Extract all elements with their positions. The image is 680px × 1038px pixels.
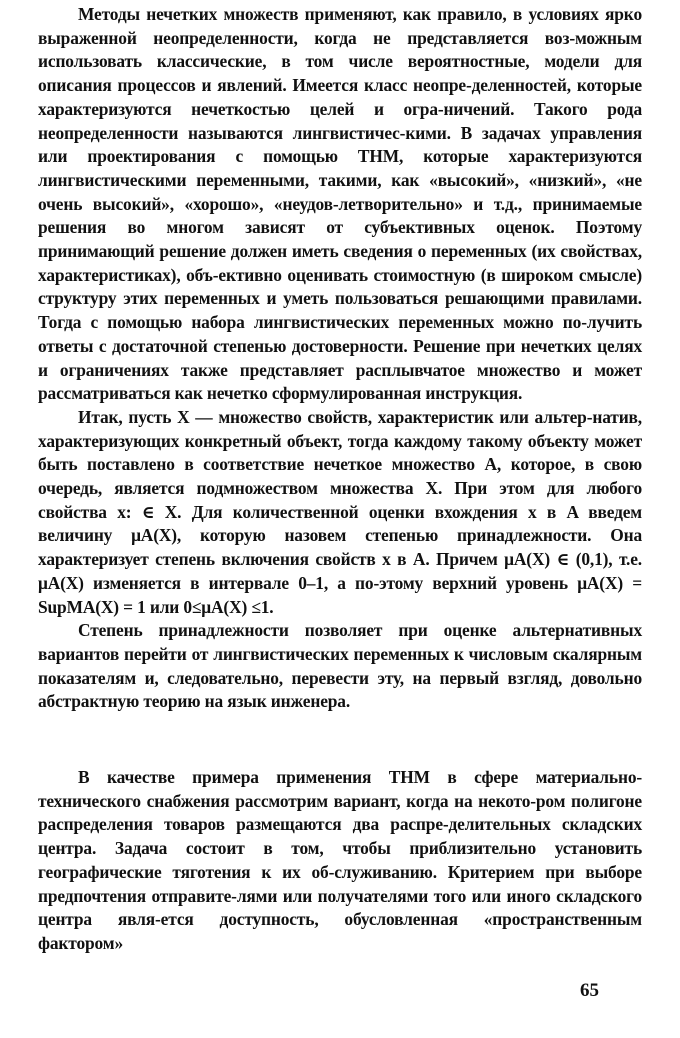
page-number: 65 bbox=[580, 980, 599, 1001]
paragraph-membership-degree: Степень принадлежности позволяет при оценке альтернативных вариантов перейти от лингвистических переменных к числовым скалярным показателям и, следовательно, перевести эту, на первый взгляд, довольно абстрактную теорию на язык инженера. bbox=[38, 620, 642, 712]
paragraph-example: В качестве примера применения ТНМ в сфере материально-технического снабжения рассмотрим вариант, когда на некото-ром полигоне распределения товаров размещаются два распре-делительных складских центра. Задача состоит в том, чтобы приблизительно установить географические тяготения к их об-служиванию. Критерием при выборе предпочтения отправите-лями или получателями того или иного складского центра явля-ется доступность, обусловленная «пространственным фактором» bbox=[38, 767, 642, 953]
top-text-block bbox=[38, 3, 642, 714]
paragraph-fuzzy-methods: Методы нечетких множеств применяют, как правило, в условиях ярко выраженной неопределенности, когда не представляется воз-можным использовать классические, в том числе вероятностные, модели для описания процессов и явлений. Имеется класс неопре-деленностей, которые характеризуются нечеткостью целей и огра-ничений. Такого рода неопределенности называются лингвистичес-кими. В задачах управления или проектирования с помощью ТНМ, которые характеризуются лингвистическими переменными, такими, как «высокий», «низкий», «не очень высокий», «хорошо», «неудов-летворительно» и т.д., принимаемые решения во многом зависят от субъективных оценок. Поэтому принимающий решение должен иметь сведения о переменных (их свойствах, характеристиках), объ-ективно оценивать стоимостную (в широком смысле) структуру этих переменных и уметь пользоваться решающими правилами. Тогда с помощью набора лингвистических переменных можно по-лучить ответы с достаточной степенью достоверности. Решение при нечетких целях и ограничениях также представляет расплывчатое множество и может рассматриваться как нечетко сформулированная инструкция. bbox=[38, 4, 642, 404]
bottom-text-block bbox=[38, 766, 642, 956]
paragraph-membership-definition: Итак, пусть X — множество свойств, характеристик или альтер-натив, характеризующих конкретный объект, тогда каждому такому объекту может быть поставлено в соответствие нечеткое множество A, которое, в свою очередь, является подмножеством множества X. При этом для любого свойства x: ∈ X. Для количественной оценки вхождения x в A введем величину μA(X), которую назовем степенью принадлежности. Она характеризует степень включения свойств x в A. Причем μA(X) ∈ (0,1), т.е. μA(X) изменяется в интервале 0–1, а по-этому верхний уровень μA(X) = SupMA(X) = 1 или 0≤μA(X) ≤1. bbox=[38, 406, 642, 617]
